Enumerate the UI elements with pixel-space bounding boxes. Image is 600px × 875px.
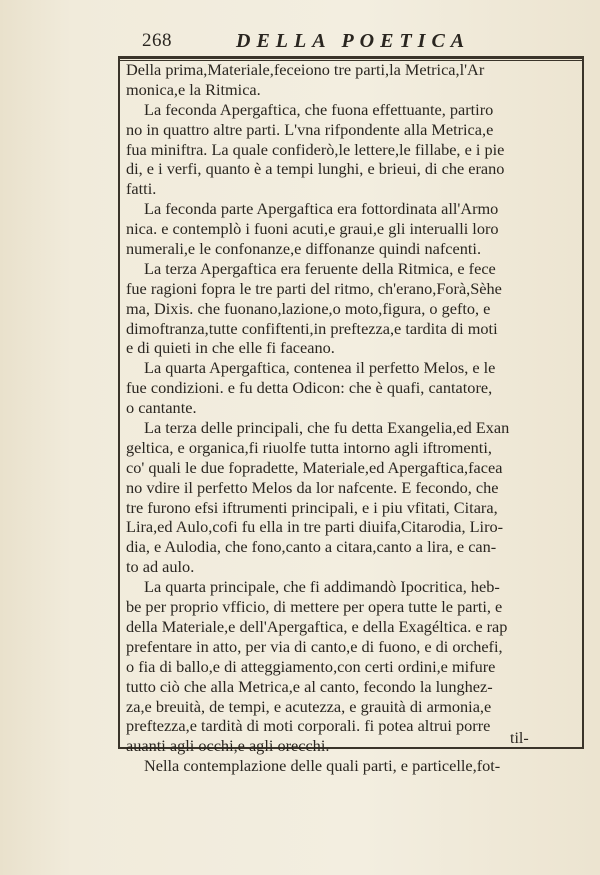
text-line: tre furono efsi iftrumenti principali, e i piu vfitati, Citara, [126,497,498,517]
left-rule [118,56,120,749]
body-text [126,60,574,776]
text-line: be per proprio vfficio, di mettere per opera tutte le parti, e [126,597,503,617]
text-line: geltica, e organica,fi riuolfe tutta intorno agli iftromenti, [126,437,492,457]
text-line: dimoftranza,tutte confiftenti,in preftezza,e tardita di moti [126,318,498,338]
catchword: til- [510,730,529,747]
text-line: La terza delle principali, che fu detta Exangelia,ed Exan [144,418,510,438]
text-line: dia, e Aulodia, che fono,canto a citara,canto a lira, e can- [126,537,497,557]
text-line: o cantante. [126,398,197,418]
text-line: prefentare in atto, per via di canto,e di fuono, e di orchefi, [126,636,503,656]
text-line: La quarta Apergaftica, contenea il perfetto Melos, e le [144,358,496,378]
text-line: tutto ciò che alla Metrica,e al canto, fecondo la lunghez- [126,676,493,696]
top-rule [118,56,584,59]
text-line: Nella contemplazione delle quali parti, e particelle,fot- [144,756,501,776]
text-line: della Materiale,e dell'Apergaftica, e della Exagéltica. e rap [126,616,508,636]
text-line: fue ragioni fopra le tre parti del ritmo, ch'erano,Forà,Sèhe [126,278,502,298]
text-line: ma, Dixis. che fuonano,lazione,o moto,figura, o gefto, e [126,298,491,318]
text-line: to ad aulo. [126,557,195,577]
text-line: monica,e la Ritmica. [126,79,261,99]
text-line: La feconda parte Apergaftica era fottordinata all'Armo [144,199,499,219]
text-line: o fia di ballo,e di atteggiamento,con certi ordini,e mifure [126,656,496,676]
text-line: nica. e contemplò i fuoni acuti,e graui,e gli interualli loro [126,219,499,239]
text-line: Lira,ed Aulo,cofi fu ella in tre parti diuifa,Citarodia, Liro- [126,517,504,537]
text-line: fue condizioni. e fu detta Odicon: che è quafi, cantatore, [126,378,493,398]
running-title: DELLA POETICA [236,30,471,52]
text-line: fatti. [126,179,157,199]
text-line: La terza Apergaftica era feruente della Ritmica, e fece [144,258,496,278]
text-line: auanti agli occhi,e agli orecchi. [126,736,330,756]
text-line: fua miniftra. La quale confiderò,le lettere,le fillabe, e i pie [126,139,505,159]
right-rule [582,56,584,749]
text-line: preftezza,e tardità di moti corporali. fi potea altrui porre [126,716,491,736]
text-line: co' quali le due fopradette, Materiale,ed Apergaftica,facea [126,457,503,477]
text-line: La quarta principale, che fi addimandò Ipocritica, heb- [144,577,500,597]
text-line: e di quieti in che elle fi faceano. [126,338,335,358]
text-line: numerali,e le confonanze,e diffonanze quindi nafcenti. [126,239,482,259]
text-line: za,e breuità, de tempi, e acutezza, e grauità di armonia,e [126,696,492,716]
text-line: di, e i verfi, quanto è a tempi lunghi, e brieui, di che erano [126,159,505,179]
text-line: no vdire il perfetto Melos da lor nafcente. E fecondo, che [126,477,499,497]
text-line: no in quattro altre parti. L'vna rifpondente alla Metrica,e [126,119,494,139]
page-number: 268 [142,30,172,51]
text-line: La feconda Apergaftica, che fuona effettuante, partiro [144,99,494,119]
text-line: Della prima,Materiale,feceiono tre parti,la Metrica,l'Ar [126,60,485,79]
